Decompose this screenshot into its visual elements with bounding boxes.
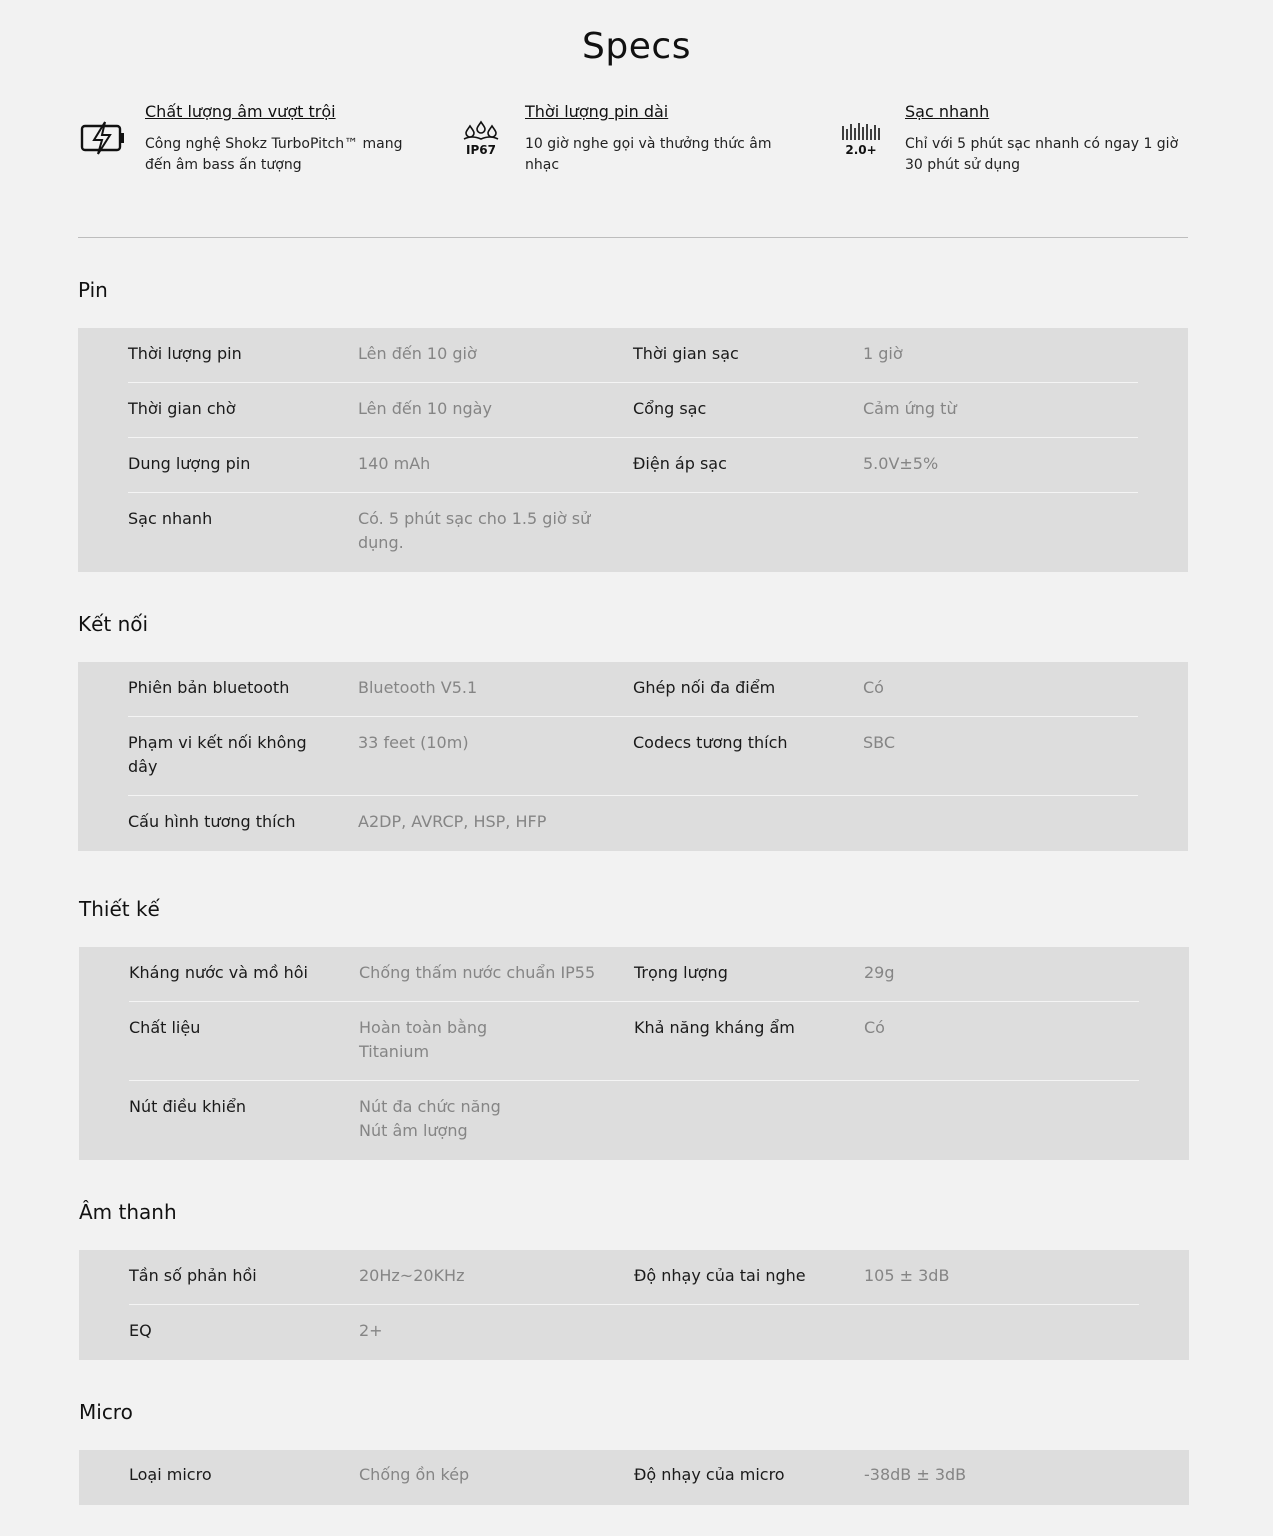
spec-value: Hoàn toàn bằng Titanium [359, 1018, 488, 1061]
spec-table-audio [79, 1250, 1189, 1360]
spec-label: Nút điều khiển [129, 1097, 246, 1116]
spec-value: SBC [863, 733, 896, 752]
table-row [128, 383, 1138, 438]
table-row [128, 662, 1138, 717]
spec-value: 1 giờ [863, 344, 903, 363]
spec-label: Tần số phản hồi [129, 1266, 257, 1285]
spec-value: Lên đến 10 ngày [358, 399, 492, 418]
spec-value: -38dB ± 3dB [864, 1465, 967, 1484]
feature-description: Chỉ với 5 phút sạc nhanh có ngay 1 giờ 30 phút sử dụng [905, 136, 1179, 173]
page-title: Specs [582, 26, 691, 67]
divider [78, 237, 1188, 238]
spec-label: EQ [129, 1321, 152, 1340]
table-row [128, 717, 1138, 796]
spec-label: Loại micro [129, 1465, 212, 1484]
section-title-pin: Pin [78, 278, 108, 302]
spec-label: Độ nhạy của tai nghe [634, 1266, 806, 1285]
spec-value: 2+ [359, 1321, 383, 1340]
spec-value: 105 ± 3dB [864, 1266, 950, 1285]
spec-value: 29g [864, 963, 895, 982]
spec-label: Trọng lượng [634, 963, 728, 982]
spec-value: 20Hz~20KHz [359, 1266, 465, 1285]
spec-label: Cổng sạc [633, 399, 707, 418]
spec-table-pin [78, 328, 1188, 572]
fast-charge-badge: 2.0+ [845, 143, 877, 157]
feature-description: 10 giờ nghe gọi và thưởng thức âm nhạc [525, 136, 772, 173]
battery-bolt-icon [78, 118, 128, 158]
spec-label: Sạc nhanh [128, 509, 213, 528]
section-title-micro: Micro [79, 1400, 133, 1424]
spec-value: Chống thấm nước chuẩn IP55 [359, 963, 596, 982]
section-title-connectivity: Kết nối [78, 612, 149, 636]
spec-label: Thời gian sạc [633, 344, 739, 363]
spec-value: A2DP, AVRCP, HSP, HFP [358, 812, 547, 831]
spec-value: 33 feet (10m) [358, 733, 469, 752]
spec-label: Cấu hình tương thích [128, 812, 296, 831]
spec-table-design [79, 947, 1189, 1160]
spec-value: Chống ồn kép [359, 1465, 470, 1484]
spec-label: Kháng nước và mồ hôi [129, 963, 308, 982]
section-title-audio: Âm thanh [79, 1200, 177, 1224]
spec-table-micro [79, 1450, 1189, 1505]
spec-label: Chất liệu [129, 1018, 201, 1037]
bluetooth-2-icon [838, 118, 888, 158]
spec-label: Codecs tương thích [633, 733, 788, 752]
spec-value: 5.0V±5% [863, 454, 939, 473]
table-row [129, 947, 1139, 1002]
spec-label: Phạm vi kết nối không dây [128, 733, 307, 776]
table-row [129, 1081, 1139, 1160]
spec-label: Ghép nối đa điểm [633, 678, 776, 697]
feature-title[interactable]: Chất lượng âm vượt trội [145, 102, 336, 121]
ip67-badge: IP67 [466, 143, 496, 157]
spec-label: Thời gian chờ [128, 399, 236, 418]
spec-value: Lên đến 10 giờ [358, 344, 477, 363]
spec-label: Dung lượng pin [128, 454, 251, 473]
table-row [129, 1250, 1139, 1305]
feature-title[interactable]: Thời lượng pin dài [525, 102, 669, 121]
ip67-water-icon [458, 118, 508, 158]
spec-value: 140 mAh [358, 454, 431, 473]
spec-label: Độ nhạy của micro [634, 1465, 785, 1484]
table-row [129, 1305, 1139, 1360]
table-row [129, 1002, 1139, 1081]
spec-label: Phiên bản bluetooth [128, 678, 290, 697]
table-row [128, 328, 1138, 383]
table-row [129, 1450, 1139, 1505]
spec-value: Nút đa chức năng Nút âm lượng [359, 1097, 501, 1140]
spec-value: Có [863, 678, 884, 697]
spec-label: Khả năng kháng ẩm [634, 1018, 795, 1037]
spec-value: Bluetooth V5.1 [358, 678, 478, 697]
spec-label: Điện áp sạc [633, 454, 727, 473]
spec-label: Thời lượng pin [128, 344, 242, 363]
spec-table-connectivity [78, 662, 1188, 851]
table-row [128, 493, 1138, 572]
table-row [128, 438, 1138, 493]
spec-value: Có. 5 phút sạc cho 1.5 giờ sử dụng. [358, 509, 591, 552]
spec-value: Có [864, 1018, 885, 1037]
feature-description: Công nghệ Shokz TurboPitch™ mang đến âm bass ấn tượng [145, 136, 403, 173]
section-title-design: Thiết kế [79, 897, 160, 921]
feature-title[interactable]: Sạc nhanh [905, 102, 990, 121]
table-row [128, 796, 1138, 851]
spec-value: Cảm ứng từ [863, 399, 957, 418]
